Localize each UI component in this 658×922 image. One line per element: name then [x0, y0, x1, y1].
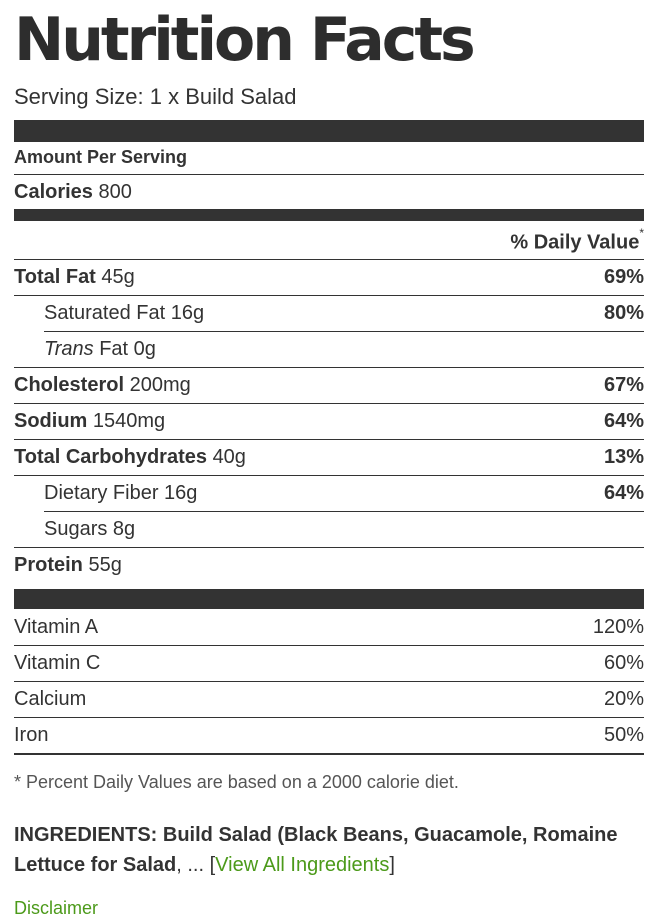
nutrition-facts-title: Nutrition Facts [14, 5, 473, 75]
total-carbs-dv: 13% [603, 446, 644, 468]
vitamin-label: Calcium [14, 688, 87, 710]
thick-divider-vitamins [14, 589, 644, 609]
thick-divider-top [14, 120, 644, 142]
divider [14, 259, 644, 260]
vitamin-label: Vitamin C [14, 652, 101, 674]
divider [14, 295, 644, 296]
divider [44, 331, 644, 332]
total-fat-label: Total Fat [14, 266, 96, 288]
medium-divider [14, 209, 644, 221]
daily-value-asterisk: * [639, 226, 644, 240]
sodium-label: Sodium [14, 410, 88, 432]
vitamin-dv: 120% [592, 616, 644, 638]
cholesterol-label: Cholesterol [14, 374, 125, 396]
divider [14, 645, 644, 646]
saturated-fat-label: Saturated Fat 16g [44, 302, 205, 324]
divider [14, 717, 644, 718]
total-fat-amount: 45g [101, 266, 135, 288]
total-carbs-label: Total Carbohydrates [14, 446, 207, 468]
sodium-amount: 1540mg [92, 410, 166, 432]
total-fat-dv: 69% [603, 266, 644, 288]
divider-bottom [14, 753, 644, 755]
serving-size: Serving Size: 1 x Build Salad [14, 84, 297, 109]
divider [14, 475, 644, 476]
total-carbs-amount: 40g [212, 446, 246, 468]
ingredients-ellipsis: , ... [ [176, 854, 216, 876]
dietary-fiber-label: Dietary Fiber 16g [44, 482, 198, 504]
divider [14, 681, 644, 682]
protein-amount: 55g [88, 554, 122, 576]
divider [44, 511, 644, 512]
divider [14, 174, 644, 175]
vitamin-dv: 50% [603, 724, 644, 746]
calories-label: Calories [14, 181, 93, 203]
vitamin-label: Vitamin A [14, 616, 99, 638]
amount-per-serving-label: Amount Per Serving [14, 147, 188, 167]
cholesterol-dv: 67% [603, 374, 644, 396]
vitamin-dv: 60% [603, 652, 644, 674]
trans-fat-italic: Trans [44, 338, 94, 360]
footnote: * Percent Daily Values are based on a 2000 calorie diet. [14, 772, 459, 792]
ingredients [14, 820, 644, 880]
sugars-label: Sugars 8g [44, 518, 136, 540]
cholesterol-amount: 200mg [129, 374, 191, 396]
view-all-ingredients-link[interactable]: View All Ingredients [215, 854, 390, 876]
divider [14, 439, 644, 440]
trans-fat-label: Fat 0g [93, 338, 156, 360]
disclaimer-link[interactable]: Disclaimer [14, 898, 99, 918]
divider [14, 403, 644, 404]
vitamin-label: Iron [14, 724, 49, 746]
divider [14, 547, 644, 548]
ingredients-text: INGREDIENTS: Build Salad (Black Beans, Guacamole, Romaine Lettuce for Salad [14, 824, 618, 876]
sodium-dv: 64% [603, 410, 644, 432]
vitamin-dv: 20% [603, 688, 644, 710]
protein-label: Protein [14, 554, 83, 576]
dietary-fiber-dv: 64% [603, 482, 644, 504]
calories-value: 800 [98, 181, 132, 203]
ingredients-close-bracket: ] [389, 854, 395, 876]
saturated-fat-dv: 80% [603, 302, 644, 324]
daily-value-header: % Daily Value [510, 231, 640, 254]
divider [14, 367, 644, 368]
